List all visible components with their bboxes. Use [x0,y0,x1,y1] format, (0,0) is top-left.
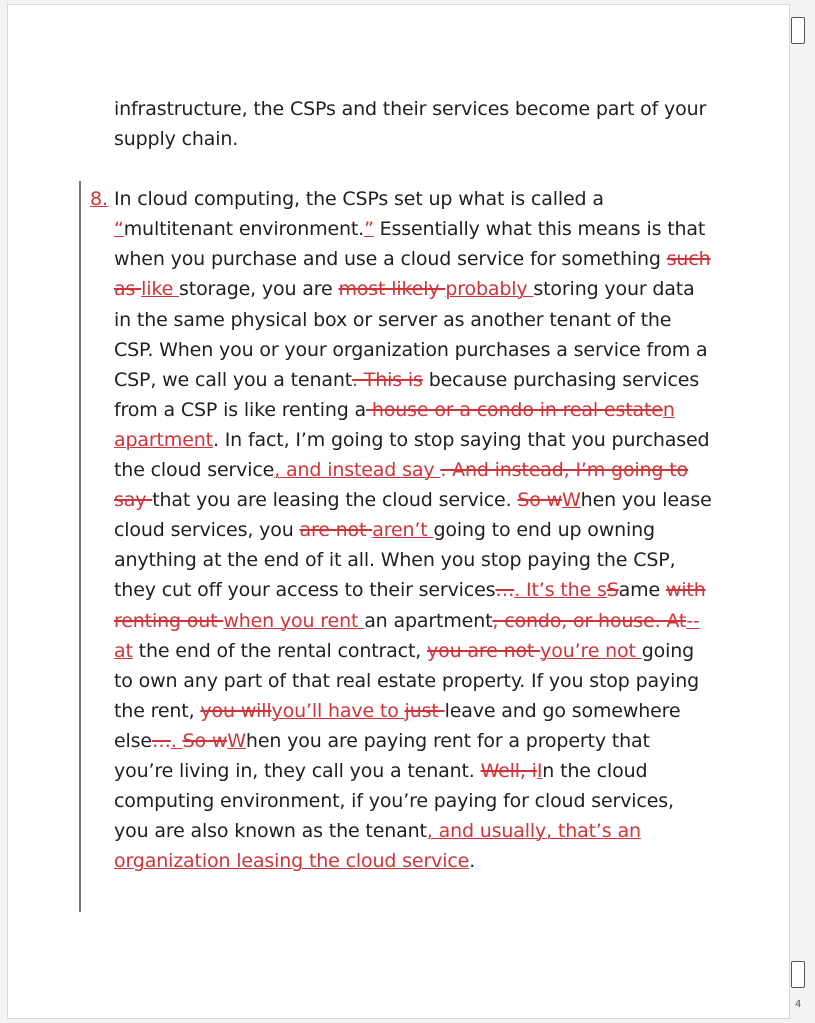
body-text: going to end up owning anything at the end of it all. When you stop paying the CSP, they cut off your access to their services [114,519,676,602]
deleted-text: such as [114,248,711,301]
page-thumbnail-top[interactable] [791,17,805,44]
inserted-text: “ [114,218,124,241]
body-text: . [469,850,476,873]
inserted-text: n apartment [114,398,675,451]
deleted-text: are not [299,519,373,542]
inserted-text: --at [114,609,700,662]
deleted-text: S [606,579,619,602]
body-text: n the cloud computing environment, if you’re paying for cloud services, you are also known as the tenant [114,759,674,843]
body-text: storing your data in the same physical box or server as another tenant of the CSP. When you or your organization purchases a service from a CSP, we call you a tenant [114,278,708,391]
deleted-text: … [495,579,515,602]
page-number: 4 [795,999,802,1010]
deleted-text: you are not [427,639,541,662]
body-text: that you are leasing the cloud service. [152,489,518,512]
list-number-inserted: 8. [90,188,108,211]
deleted-text: So w [182,729,228,752]
body-text: hen you are paying rent for a property that you’re living in, they call you a tenant. [114,729,650,782]
deleted-text: just [404,699,445,722]
body-text: hen you lease cloud services, you [114,489,712,542]
scroll-rail [790,0,815,1023]
deleted-text: … [151,729,171,752]
inserted-text: probably [445,278,534,301]
inserted-text: when you rent [223,609,365,632]
inserted-text: I [536,759,543,782]
deleted-text: , condo, or house. At [492,609,687,632]
inserted-text: ” [364,218,374,241]
document-body[interactable] [90,94,714,876]
inserted-text: . [170,729,183,752]
paragraph-1[interactable]: infrastructure, the CSPs and their services become part of your supply chain. [114,98,707,151]
body-text: leave and go somewhere else [114,699,681,752]
body-text: Essentially what this means is that when you purchase and use a cloud service for something [114,218,706,271]
inserted-text: you’ll have to [271,699,405,722]
deleted-text: . This is [352,368,423,391]
body-text: an apartment [364,609,493,632]
body-text: going to own any part of that real estate property. If you stop paying the rent, [114,639,700,722]
body-text: the end of the rental contract, [132,639,428,662]
deleted-text: So w [517,489,563,512]
paragraph-8[interactable] [90,184,714,876]
body-text: multitenant environment. [123,218,365,241]
inserted-text: aren’t [372,519,434,542]
inserted-text: . It’s the s [514,579,607,602]
inserted-text: , and instead say [274,459,441,482]
page-thumbnail-bottom[interactable] [791,961,805,988]
deleted-text: with renting out [114,579,706,632]
inserted-text: , and usually, that’s an organization leasing the cloud service [114,820,641,873]
deleted-text: most likely [338,278,446,301]
inserted-text: W [227,729,246,752]
deleted-text: Well, i [480,759,537,782]
deleted-text: house or a condo in real estate [366,398,663,421]
inserted-text: W [562,489,581,512]
change-bar [79,181,81,912]
inserted-text: you’re not [540,639,642,662]
deleted-text: . And instead, I’m going to say [114,459,689,512]
body-text: because purchasing services from a CSP is like renting a [114,368,700,421]
body-text: In cloud computing, the CSPs set up what is called a [114,188,604,211]
inserted-text: like [141,278,180,301]
deleted-text: you will [200,699,272,722]
body-text: storage, you are [179,278,339,301]
body-text: . In fact, I’m going to stop saying that you purchased the cloud service [114,428,710,482]
body-text: ame [618,579,666,602]
